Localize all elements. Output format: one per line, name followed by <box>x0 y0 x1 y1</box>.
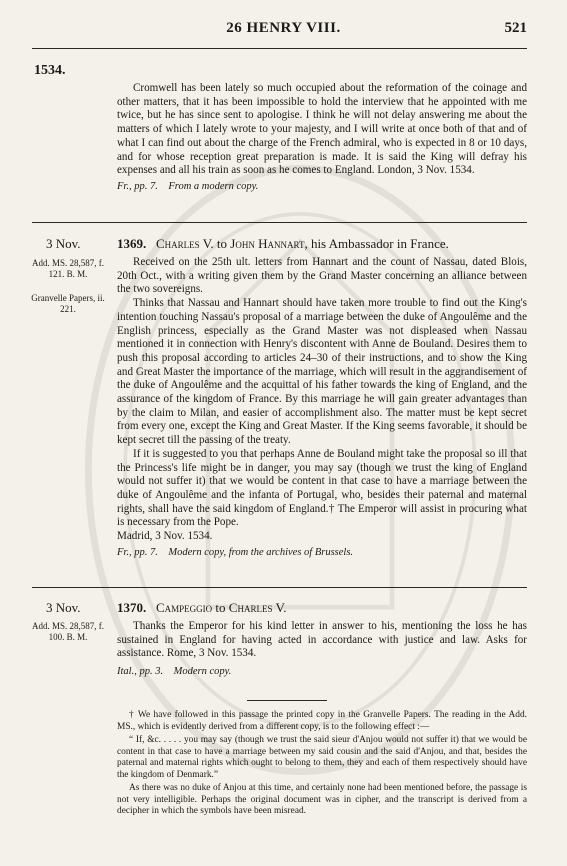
running-title: 26 HENRY VIII. <box>226 20 341 36</box>
entry-to: to <box>216 236 228 251</box>
margin-year: 1534. <box>34 63 66 78</box>
continuation-block <box>117 82 527 194</box>
footnote: As there was no duke of Anjou at this time, and certainly none had been mentioned before, the passage is not very intelligible. Perhaps the original document was in cipher, and the transcript is derived from a decipher in which the symbols have been misread. <box>117 783 527 816</box>
entry-sender: Campeggio <box>156 600 213 615</box>
entry-heading <box>117 236 537 252</box>
entry-recipient: Charles V. <box>228 600 287 615</box>
entry-paragraph: Thanks the Emperor for his kind letter in answer to his, mentioning the loss he has sustained in England for having acted in accordance with justice and law. Asks for assistance. Rome, 3 Nov. 1534. <box>117 620 527 660</box>
entry-number: 1369. <box>117 236 147 251</box>
source-extent: Ital., pp. 3. <box>117 666 164 678</box>
entry-sender: Charles V. <box>156 236 214 251</box>
entry-recipient: John Hannart <box>230 236 305 251</box>
entry-closing: Madrid, 3 Nov. 1534. <box>117 530 213 543</box>
source-description: Modern copy, from the archives of Brussels. <box>168 546 354 558</box>
entry-paragraph: Thinks that Nassau and Hannart should have taken more trouble to find out the King's intention touching Nassau's proposal of a marriage between the duke of Angoulême and the English princess, especially as the Grand Master was not displeased when Nassau mentioned it in connection with Henry's discontent with Anne de Bouland. Desires them to push this proposal according to articles 24–30 of their instructions, and to show the King and Great Master the importance of the marriage, which will result in the aggrandisement of the duke of Angoulême and the acquittal of his father towards the king of England, and the assurance of the kingdom of France. By this marriage he will gain greater advantages than by the claim to Milan, and easier of accomplishment also. The matter must be kept secret from every one, except the King and Great Master. If the King seems favorable, it should be kept secret till the passing of the treaty. <box>117 297 527 447</box>
source-extent: Fr., pp. 7. <box>117 546 158 558</box>
footnote-quotation: “ If, &c. . . . . you may say (though we trust the said sieur d'Anjou would not suffer it) that we would be content in that case to have a marriage between my said cousin and the said d'Anjou, and that, besides the paternal and maternal rights which ought to belong to them, they and each of them respectively should have the kingdom of Denmark.” <box>117 735 527 780</box>
entry-paragraph: Received on the 25th ult. letters from Hannart and the count of Nassau, dated Blois, 20th Oct., with a writing given them by the Grand Master concerning an alliance between the two sovereigns. <box>117 256 527 296</box>
printed-reference: Granvelle Papers, ii. 221. <box>31 293 105 315</box>
page-number: 521 <box>504 20 527 36</box>
entry-number: 1370. <box>117 600 147 615</box>
source-description: Modern copy. <box>173 666 232 678</box>
header-rule <box>32 48 527 49</box>
source-note <box>117 546 527 560</box>
entry-description: , his Ambassador in France. <box>304 236 449 251</box>
footnote-rule <box>247 700 327 701</box>
source-note <box>117 665 527 679</box>
entry-body <box>117 620 527 679</box>
continuation-paragraph: Cromwell has been lately so much occupied about the reformation of the coinage and other matters, that it has been impossible to hold the interview that he appointed with me twice, but he has since sent to apologise. I think he will not delay answering me about the matters of which I lately wrote to your majesty, and I will write at once both of that and of what I can find out about the charge of the French admiral, who is expected in 8 or 10 days, and for whose reception great preparation is made. It is said the King will defray his expenses and all his train as soon as he comes to England. London, 3 Nov. 1534. <box>117 82 527 177</box>
entry-paragraph: If it is suggested to you that perhaps Anne de Bouland might take the proposal so ill that the Princess's life might be in danger, you may say (though we trust the king of England would not suffer it) that we would be content in that case to have a marriage between the duke of Angoulême and the infanta of Portugal, who, besides their paternal and maternal rights, shall have the said kingdom of England.† The Emperor will assist in procuring what is necessary from the Pope. <box>117 447 527 529</box>
entry-body <box>117 256 527 559</box>
entry-date: 3 Nov. <box>46 236 81 251</box>
footnote: † We have followed in this passage the printed copy in the Granvelle Papers. The reading in the Add. MS., which is evidently derived from a different copy, is to the following effect :— <box>117 710 527 732</box>
running-header <box>0 20 567 40</box>
source-extent: Fr., pp. 7. <box>117 180 158 192</box>
section-rule <box>32 222 527 223</box>
entry-to: to <box>215 600 226 615</box>
entry-date: 3 Nov. <box>46 600 81 615</box>
section-rule <box>32 587 527 588</box>
source-note <box>117 180 527 194</box>
manuscript-reference: Add. MS. 28,587, f. 121. B. M. <box>31 258 104 280</box>
entry-heading <box>117 600 537 616</box>
manuscript-reference: Add. MS. 28,587, f. 100. B. M. <box>31 621 104 643</box>
footnotes <box>117 710 527 820</box>
source-description: From a modern copy. <box>168 180 259 192</box>
